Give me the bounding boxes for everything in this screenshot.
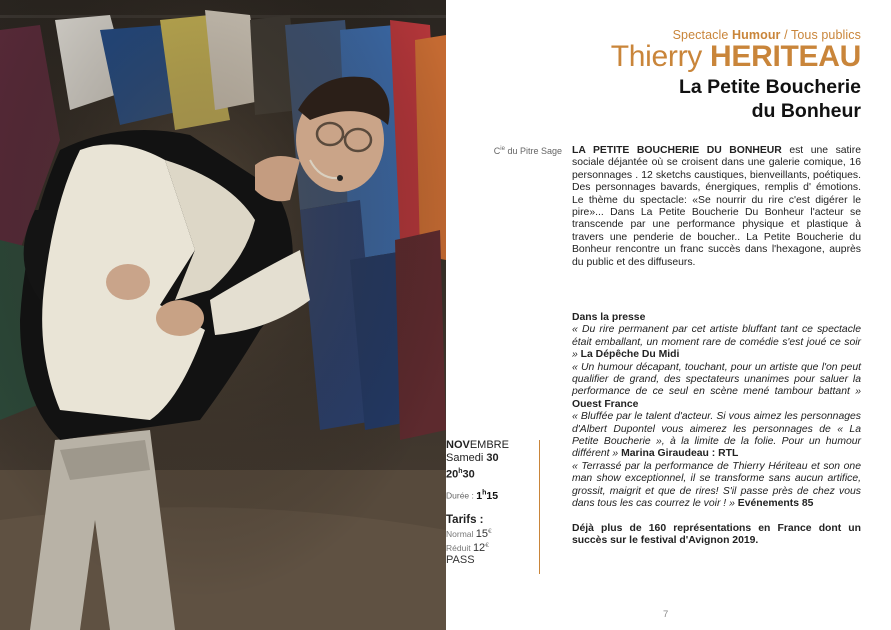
quote-source: La Dépêche Du Midi [580,349,680,361]
description-lead: LA PETITE BOUCHERIE DU BONHEUR [572,145,782,156]
currency-sign: € [488,528,492,535]
month-bold: NOV [446,439,470,451]
duration-hours: 1 [476,489,483,502]
accent-divider [539,440,540,574]
show-description [572,145,861,269]
price-pass: PASS [446,553,475,566]
month-rest: EMBRE [469,439,509,451]
category-audience: / Tous publics [780,28,861,42]
price-label: Réduit [446,542,473,553]
program-page [446,0,891,630]
quote-text: « Bluffée par le talent d'acteur. Si vous aimez les personnages d'Albert Dupontel vous aimerez les personnages de « La Petite Boucherie », à la limite de la folie. Pour un humour différent » [572,411,861,460]
day-number: 30 [486,452,499,464]
press-quote [572,362,861,412]
quote-text: « Un humour décapant, touchant, pour un artiste que l'on peut qualifier de grand, des spectateurs unanimes pour saluer la performance de ce seul en scène mené tambour battant » [572,361,861,398]
show-month [446,439,532,452]
artist-name [611,42,861,72]
page-header [611,28,861,123]
duration-sup: h [482,489,487,496]
company-prefix: C [493,146,501,156]
duration-minutes: 15 [486,489,499,502]
price-reduit [446,540,532,554]
quote-source: Ouest France [572,398,639,410]
show-day [446,452,532,465]
artist-last-name: HERITEAU [710,40,861,73]
tarifs-title: Tarifs : [446,514,484,526]
price-value: 15 [475,527,489,540]
press-section [572,312,861,547]
time-sup: h [458,468,463,475]
tarifs-block [446,514,532,567]
company-label: du Pitre Sage [504,146,562,156]
price-value: 12 [472,541,486,554]
quote-source: Marina Giraudeau : RTL [621,448,739,460]
description-body: est une satire sociale déjantée où se croisent dans une galerie comique, 16 personnages . 12 sketchs caustiques, bienveillants, poétiques. Des personnages bavards, énergiques, remplis d' émotions. Le thème du spectacle: «Se nourrir du rire c'est digérer le pire»... Dans La Petite Boucherie Du Bonheur l'acteur se transcende par une performance physique et plastique à travers une penderie de boucher.. La Petite Boucherie du Bonheur rencontre un franc succès dans l'hexagone, auprès du public et des diffuseurs. [572,145,861,268]
press-quote [572,324,861,361]
show-time [446,465,532,482]
company-name [446,146,562,156]
quote-text: « Du rire permanent par cet artiste bluffant tant ce spectacle était emballant, un moment rare de comédie s'est joué ce soir » [572,324,861,361]
press-quote [572,411,861,461]
price-label: Normal [446,528,476,539]
show-title [611,75,861,123]
page-number: 7 [663,609,669,620]
category-prefix: Spectacle [672,28,732,42]
press-title: Dans la presse [572,312,646,323]
day-label: Samedi [446,452,487,464]
quote-text: « Terrassé par la performance de Thierry Hériteau et son one man show exceptionnel, il se transforme sans aucun artifice, grossit, maigrit et que de rires! S'il passe près de chez vous dans tous les cas courrez le voir ! » [572,460,861,510]
category-genre: Humour [732,28,781,42]
time-minutes: 30 [462,468,475,481]
show-title-line2: du Bonheur [751,100,861,122]
show-date [446,439,532,482]
show-duration [446,489,498,502]
price-normal [446,526,532,540]
quote-source: Evénements 85 [737,498,814,510]
performance-count: Déjà plus de 160 représentations en France dont un succès sur le festival d'Avignon 2019. [572,522,861,546]
currency-sign: € [485,541,489,549]
duration-value [476,490,498,502]
company-prefix-sup: ie [500,146,505,152]
duration-label: Durée : [446,490,477,501]
press-quote [572,461,861,511]
show-title-line1: La Petite Boucherie [678,76,861,98]
artist-first-name: Thierry [610,40,711,73]
time-hours: 20 [446,468,459,481]
